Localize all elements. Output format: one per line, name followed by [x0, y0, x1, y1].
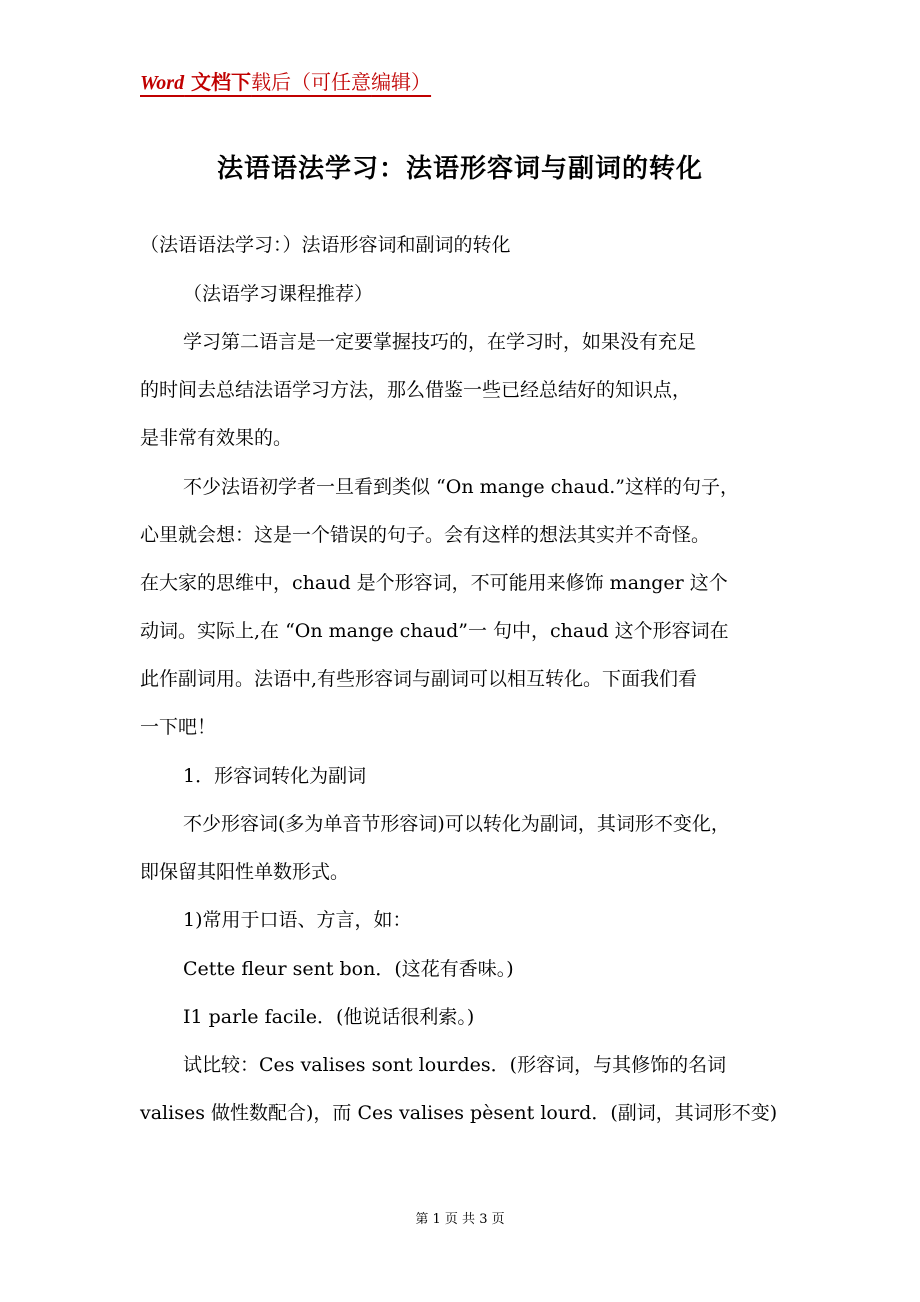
- paragraph-line: 的时间去总结法语学习方法，那么借鉴一些已经总结好的知识点，: [140, 379, 692, 401]
- paragraph-line: 是非常有效果的。: [140, 427, 293, 449]
- section-heading: 1．形容词转化为副词: [183, 765, 367, 787]
- paragraph-line: 即保留其阳性单数形式。: [140, 861, 350, 883]
- paragraph-line: 不少形容词(多为单音节形容词)可以转化为副词，其词形不变化，: [183, 813, 730, 835]
- download-edit-link[interactable]: [140, 66, 431, 95]
- paragraph-line: 心里就会想：这是一个错误的句子。会有这样的想法其实并不奇怪。: [140, 524, 711, 546]
- paragraph-line: valises 做性数配合)，而 Ces valises pèsent lourd．(副词，其词形不变): [140, 1102, 778, 1124]
- example-line: I1 parle facile．(他说话很利索。): [183, 1006, 475, 1028]
- paragraph-line: 一下吧！: [140, 716, 217, 738]
- header-text-rest: 载后（可任意: [251, 70, 372, 94]
- paragraph-line: 在大家的思维中，chaud 是个形容词，不可能用来修饰 manger 这个: [140, 572, 728, 594]
- paragraph-line: 不少法语初学者一旦看到类似 “On mange chaud.”这样的句子，: [183, 476, 739, 498]
- paragraph-line: 试比较：Ces valises sont lourdes．(形容词，与其修饰的名词: [183, 1054, 727, 1076]
- paragraph-line: 此作副词用。法语中,有些形容词与副词可以相互转化。下面我们看: [140, 668, 698, 690]
- header-word: Word: [140, 72, 185, 94]
- paragraph-line: 1)常用于口语、方言，如：: [183, 909, 412, 931]
- paragraph-line: 动词。实际上,在 “On mange chaud”一 句中，chaud 这个形容词在: [140, 620, 729, 642]
- paragraph-line: （法语语法学习：）法语形容词和副词的转化: [140, 234, 511, 256]
- example-line: Cette fleur sent bon．(这花有香味。): [183, 958, 514, 980]
- header-text-end: 编辑）: [371, 70, 432, 94]
- paragraph-line: 学习第二语言是一定要掌握技巧的，在学习时，如果没有充足: [183, 331, 697, 353]
- header-text-bold: 文档下: [184, 70, 252, 94]
- paragraph-line: （法语学习课程推荐）: [183, 283, 374, 305]
- document-title: 法语语法学习：法语形容词与副词的转化: [216, 154, 703, 184]
- page-footer: 第 1 页 共 3 页: [415, 1212, 505, 1227]
